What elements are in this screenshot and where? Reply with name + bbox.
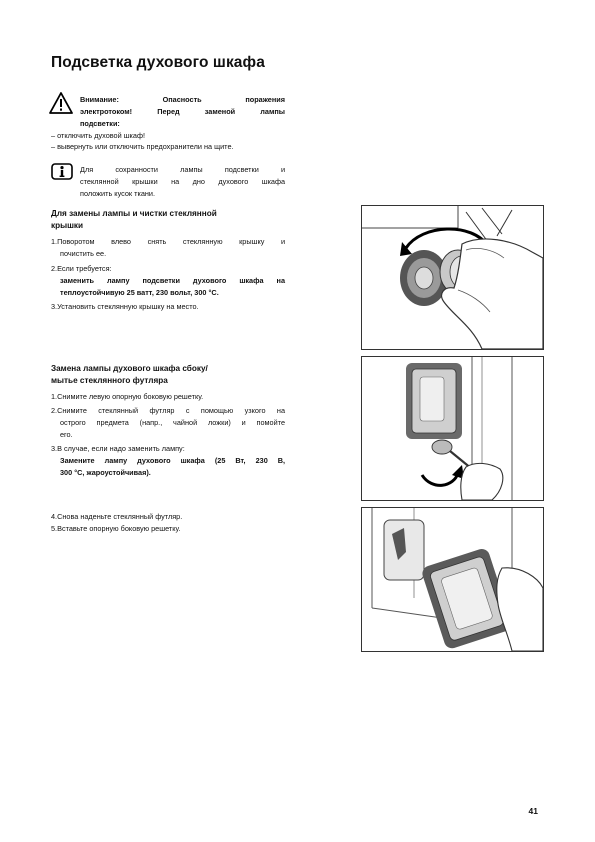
- section2-step2-line-3: его.: [60, 430, 73, 439]
- illustration-remove-glass-case: [361, 356, 544, 501]
- page-title: Подсветка духового шкафа: [51, 54, 265, 71]
- section2-step4: 4.Снова наденьте стеклянный футляр.: [51, 512, 183, 521]
- info-icon: [51, 163, 73, 180]
- page-number: 41: [528, 806, 538, 816]
- warning-line-1: Внимание: Опасность поражения: [80, 95, 286, 104]
- section1-step1-line-1: 1.Поворотом влево снять стеклянную крышку и: [51, 237, 286, 246]
- section2-heading-line-2: мытье стеклянного футляра: [51, 376, 168, 385]
- info-line-3: положить кусок ткани.: [80, 189, 156, 198]
- warning-line-2: электротоком! Перед заменой лампы: [80, 107, 286, 116]
- section1-step2-line-3: теплоустойчивую 25 ватт, 230 вольт, 300 °С.: [60, 288, 219, 297]
- warning-bullet-2: – вывернуть или отключить предохранители на щите.: [51, 142, 234, 151]
- section2-heading-line-1: Замена лампы духового шкафа сбоку/: [51, 364, 208, 373]
- warning-triangle-icon: [49, 92, 73, 114]
- section2-step3-line-3: 300 °С, жароустойчивая).: [60, 468, 151, 477]
- section1-step2-line-2: заменить лампу подсветки духового шкафа на: [60, 276, 286, 285]
- section2-step1: 1.Снимите левую опорную боковую решетку.: [51, 392, 204, 401]
- section2-step3-line-2: Замените лампу духового шкафа (25 Вт, 230 В,: [60, 456, 286, 465]
- section1-step3: 3.Установить стеклянную крышку на место.: [51, 302, 199, 311]
- section1-heading-line-2: крышки: [51, 221, 84, 230]
- section1-step2-line-1: 2.Если требуется:: [51, 264, 112, 273]
- warning-line-3: подсветки:: [80, 119, 120, 128]
- section2-step2-line-2: острого предмета (напр., чайной ложки) и помойте: [60, 418, 286, 427]
- section1-heading-line-1: Для замены лампы и чистки стеклянной: [51, 209, 217, 218]
- section2-step2-line-1: 2.Снимите стеклянный футляр с помощью узкого на: [51, 406, 286, 415]
- illustration-reinstall-glass-case: [361, 507, 544, 652]
- section2-step5: 5.Вставьте опорную боковую решетку.: [51, 524, 181, 533]
- section1-step1-line-2: почистить ее.: [60, 249, 107, 258]
- warning-bullet-1: – отключить духовой шкаф!: [51, 131, 146, 140]
- info-line-2: стеклянной крышки на дно духового шкафа: [80, 177, 286, 186]
- illustration-remove-lamp-cover: [361, 205, 544, 350]
- info-line-1: Для сохранности лампы подсветки и: [80, 165, 286, 174]
- section2-step3-line-1: 3.В случае, если надо заменить лампу:: [51, 444, 185, 453]
